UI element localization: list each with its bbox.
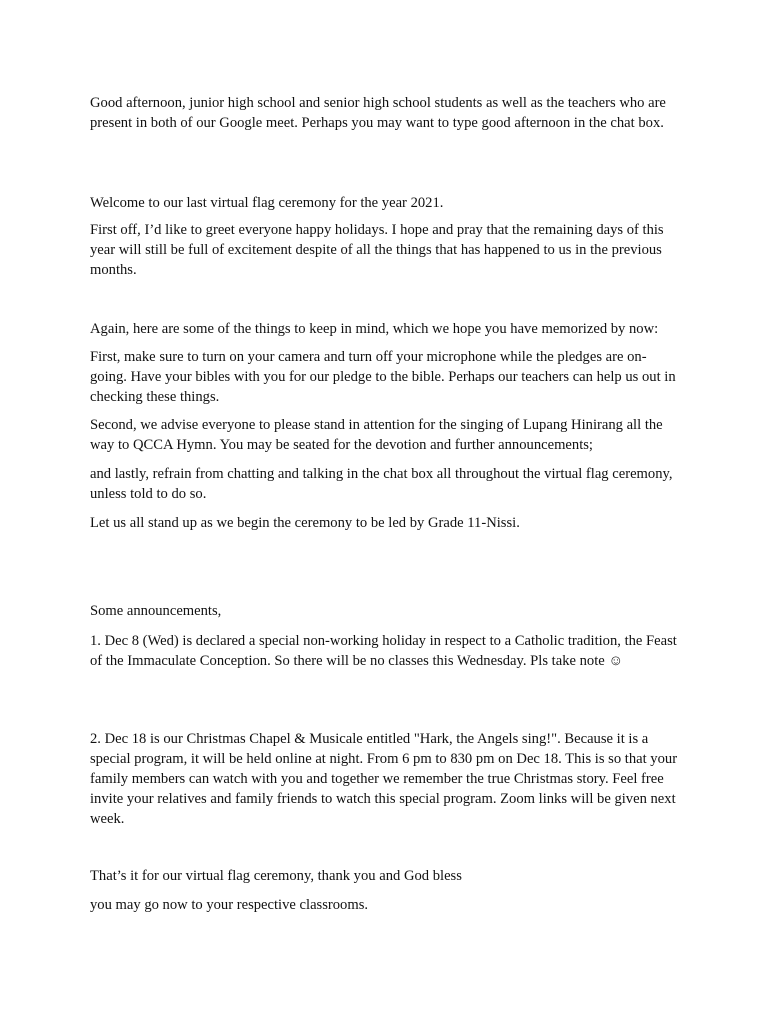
dismissal-paragraph: you may go now to your respective classrooms.: [90, 897, 369, 913]
last-reminder-paragraph: and lastly, refrain from chatting and talking in the chat box all throughout the virtual flag ceremony, unless told to do so.: [90, 466, 677, 502]
reminders-intro-paragraph: Again, here are some of the things to keep in mind, which we hope you have memorized by now:: [90, 321, 659, 337]
holidays-paragraph: First off, I’d like to greet everyone happy holidays. I hope and pray that the remaining days of this year will still be full of excitement despite of all the things that has happened to us in the previous months.: [90, 222, 668, 278]
welcome-paragraph: Welcome to our last virtual flag ceremony for the year 2021.: [90, 195, 444, 211]
stand-up-paragraph: Let us all stand up as we begin the ceremony to be led by Grade 11-Nissi.: [90, 515, 520, 531]
announcement-2-paragraph: 2. Dec 18 is our Christmas Chapel & Musicale entitled "Hark, the Angels sing!". Because it is a special program, it will be held online at night. From 6 pm to 830 pm on Dec 18. This is so that your family members can watch with you and together we remember the true Christmas story. Feel free invite your relatives and family friends to watch this special program. Zoom links will be given next week.: [90, 731, 681, 827]
greeting-paragraph: Good afternoon, junior high school and senior high school students as well as the teachers who are present in both of our Google meet. Perhaps you may want to type good afternoon in the chat box.: [90, 95, 670, 131]
second-reminder-paragraph: Second, we advise everyone to please stand in attention for the singing of Lupang Hinirang all the way to QCCA Hymn. You may be seated for the devotion and further announcements;: [90, 417, 667, 453]
announcements-heading: Some announcements,: [90, 603, 222, 619]
closing-paragraph: That’s it for our virtual flag ceremony, thank you and God bless: [90, 868, 462, 884]
announcement-1-paragraph: 1. Dec 8 (Wed) is declared a special non-working holiday in respect to a Catholic tradition, the Feast of the Immaculate Conception. So there will be no classes this Wednesday. Pls take note ☺: [90, 633, 681, 669]
first-reminder-paragraph: First, make sure to turn on your camera and turn off your microphone while the pledges are on-going. Have your bibles with you for our pledge to the bible. Perhaps our teachers can help us out in checking these things.: [90, 349, 680, 405]
